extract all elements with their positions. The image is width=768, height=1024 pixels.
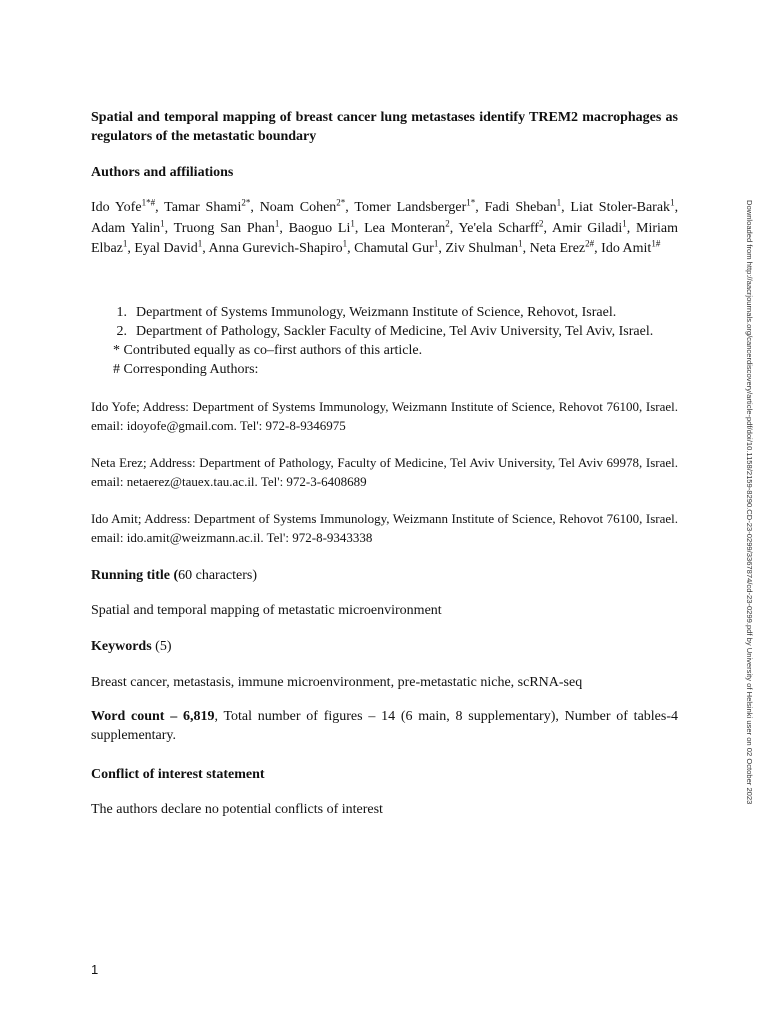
author-name: Chamutal Gur [354,241,434,256]
author-separator: , [674,200,679,215]
author-separator: , [475,200,485,215]
download-watermark [742,200,754,820]
co-first-note: * Contributed equally as co–first authors of this article. [113,342,423,358]
affiliation-text: Department of Systems Immunology, Weizmann Institute of Science, Rehovot, Israel. [136,304,617,320]
author-affiliation-mark: 1 [197,238,203,249]
author-affiliation-mark: 2# [585,238,595,249]
running-title: Spatial and temporal mapping of metastatic microenvironment [91,602,442,618]
author-affiliation-mark: 1 [122,238,128,249]
author-affiliation-mark: 2* [241,197,251,208]
manuscript-page [91,108,678,819]
running-title-label: Running title ( [91,567,179,583]
keywords-heading [91,637,678,656]
author-separator: , [345,200,355,215]
author-affiliation-mark: 2 [445,217,450,228]
author-separator: , [202,241,209,256]
contact-erez: Neta Erez; Address: Department of Pathology, Faculty of Medicine, Tel Aviv University, Tel Aviv 69978, Israel. email: netaerez@tauex.tau.ac.il. Tel': 972-3-6408689 [91,454,678,489]
author-name: Tamar Shami [164,200,242,215]
affiliation-number: 1. [116,304,127,320]
author-separator: , [543,220,552,236]
contact-yofe: Ido Yofe; Address: Department of Systems Immunology, Weizmann Institute of Science, Rehovot 76100, Israel. email: idoyofe@gmail.com. Tel': 972-8-9346975 [91,398,678,433]
author-separator: , [594,241,602,256]
contact-amit: Ido Amit; Address: Department of Systems Immunology, Weizmann Institute of Science, Rehovot 76100, Israel. email: ido.amit@weizmann.ac.il. Tel': 972-8-9343338 [91,510,678,545]
author-separator: , [279,220,289,236]
author-name: Fadi Sheban [484,200,557,215]
author-separator: , [347,241,355,256]
author-separator: , [127,241,135,256]
author-list [91,198,678,260]
author-name: Neta Erez [529,241,586,256]
conflict-heading: Conflict of interest statement [91,766,265,782]
affiliation-item [91,303,678,322]
author-separator: , [155,200,165,215]
word-count-details: , Total number of figures – 14 (6 main, 8 supplementary), Number of tables-4 supplementary. [91,708,678,743]
author-name: Ido Amit [601,241,652,256]
affiliation-number: 2. [116,323,127,339]
author-name: Ye'ela Scharff [458,220,539,236]
author-affiliation-mark: 1*# [141,197,156,208]
author-affiliation-mark: 1 [556,197,562,208]
author-separator: , [449,220,459,236]
author-affiliation-mark: 1 [433,238,439,249]
author-affiliation-mark: 1 [622,217,627,228]
author-affiliation-mark: 2* [336,197,346,208]
author-name: Liat Stoler-Barak [570,200,671,215]
corresponding-note: # Corresponding Authors: [113,361,259,377]
author-separator: , [354,220,365,236]
author-name: Anna Gurevich-Shapiro [208,241,343,256]
author-affiliation-mark: 1* [466,197,476,208]
running-title-note: 60 characters) [178,567,258,583]
affiliation-text: Department of Pathology, Sackler Faculty of Medicine, Tel Aviv University, Tel Aviv, Israel. [136,323,654,339]
author-name: Miriam Elbaz [91,220,679,256]
author-affiliation-mark: 1 [274,217,280,228]
author-name: Truong San Phan [173,220,275,236]
author-separator: , [561,200,571,215]
author-separator: , [626,220,637,236]
author-name: Tomer Landsberger [354,200,467,215]
keywords-count: (5) [151,638,172,654]
affiliation-list [91,303,678,379]
author-name: Ziv Shulman [445,241,519,256]
author-affiliation-mark: 1 [670,197,675,208]
affiliation-item [91,322,678,341]
author-name: Baoguo Li [288,220,351,236]
author-name: Ido Yofe [91,200,142,215]
running-title-heading [91,566,678,585]
author-name: Eyal David [134,241,198,256]
paper-title: Spatial and temporal mapping of breast cancer lung metastases identify TREM2 macrophages as regulators of the metastatic boundary [91,110,678,144]
author-affiliation-mark: 1 [160,217,165,228]
word-count [91,707,678,745]
keywords-label: Keywords [91,638,152,654]
author-name: Adam Yalin [91,220,161,236]
author-separator: , [438,241,446,256]
author-affiliation-mark: 2 [538,217,544,228]
author-affiliation-mark: 1 [518,238,523,249]
conflict-text: The authors declare no potential conflicts of interest [91,801,383,817]
keywords: Breast cancer, metastasis, immune microenvironment, pre-metastatic niche, scRNA-seq [91,674,583,690]
author-affiliation-mark: 1 [350,217,355,228]
author-name: Lea Monteran [364,220,446,236]
author-affiliation-mark: 1 [342,238,348,249]
page-number: 1 [91,962,99,977]
word-count-label: Word count – 6,819 [91,708,215,724]
author-separator: , [164,220,174,236]
author-affiliation-mark: 1# [651,238,661,249]
authors-heading: Authors and affiliations [91,165,234,180]
author-separator: , [250,200,260,215]
author-name: Noam Cohen [259,200,337,215]
download-watermark-text: Downloaded from http://aacrjournals.org/cancerdiscovery/article-pdf/doi/10.1158/2159-8290.CD-23-0299/3367874/cd-23-0299.pdf by University of Helsinki user on 02 October 2023 [745,200,754,805]
author-separator: , [522,241,530,256]
author-name: Amir Giladi [551,220,623,236]
